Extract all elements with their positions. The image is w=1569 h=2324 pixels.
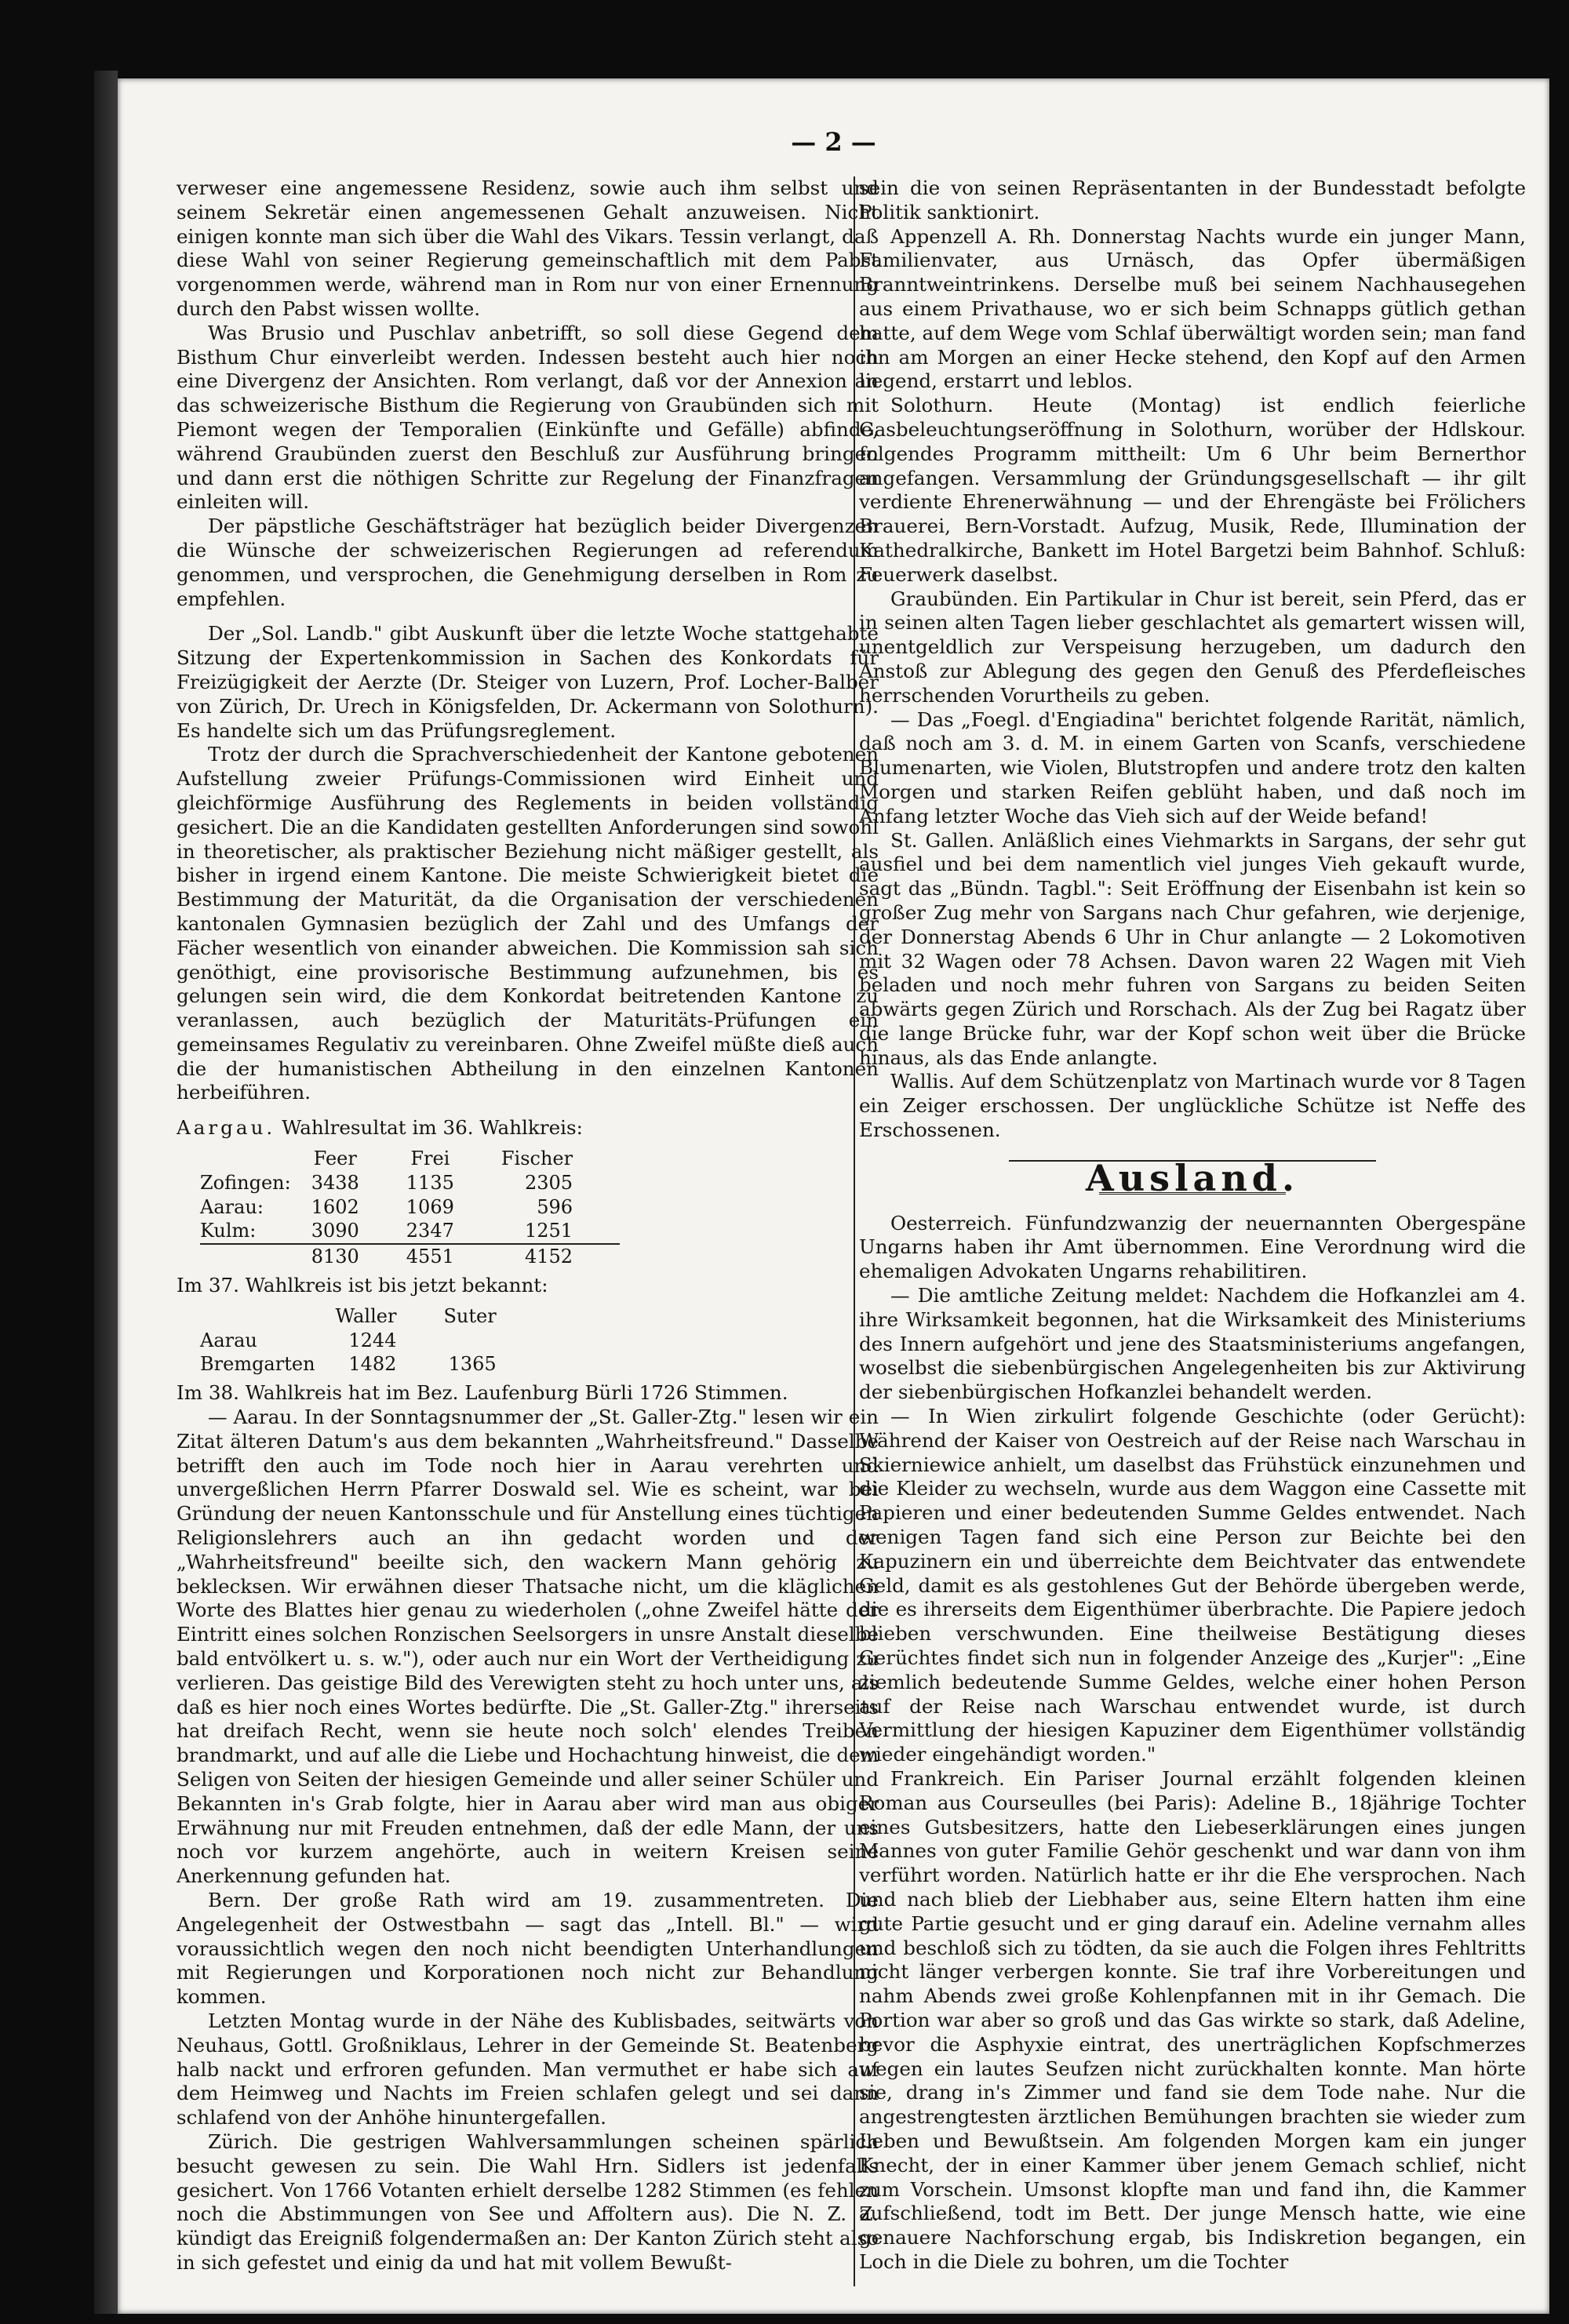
vote-count: 596 <box>537 1195 573 1218</box>
article-paragraph: Appenzell A. Rh. Donnerstag Nachts wurde ein junger Mann, Familienvater, aus Urnäsch, das Opfer übermäßigen Branntweintrinkens. Derselbe muß bei seinem Nachhausegehen aus einem Privathause, wo er sich beim Schnapps gütlich gethan hatte, auf dem Wege vom Schlaf überwältigt worden sein; man fand ihn am Morgen an einer Hecke stehend, den Kopf auf den Armen liegend, erstarrt und leblos. <box>859 224 1526 393</box>
left-articles <box>177 176 879 1105</box>
article-paragraph: Oesterreich. Fünfundzwanzig der neuernannten Obergespäne Ungarns haben ihr Amt übernommen. Eine Verordnung wird die ehemaligen Advokaten Ungarns rehabilitiren. <box>859 1211 1526 1283</box>
kreis38-note: Im 38. Wahlkreis hat im Bez. Laufenburg Bürli 1726 Stimmen. <box>177 1381 788 1405</box>
candidate-name: Frei <box>410 1147 450 1170</box>
section-title-ausland: Ausland. <box>1086 1156 1299 1199</box>
candidate-name: Suter <box>443 1304 497 1327</box>
vote-count: 1244 <box>348 1329 397 1351</box>
election-total-row <box>200 1244 620 1269</box>
vote-total: 4152 <box>501 1244 620 1269</box>
kreis37-intro: Im 37. Wahlkreis ist bis jetzt bekannt: <box>177 1274 548 1297</box>
vote-total: 8130 <box>311 1244 406 1269</box>
article-paragraph: sein die von seinen Repräsentanten in der Bundesstadt befolgte Politik sanktionirt. <box>859 176 1526 224</box>
candidate-name: Feer <box>313 1147 357 1170</box>
election-heading <box>177 1116 879 1140</box>
article-paragraph: — Das „Foegl. d'Engiadina" berichtet folgende Rarität, nämlich, daß noch am 3. d. M. in einem Garten von Scanfs, verschiedene Blumenarten, wie Violen, Blutstropfen und andere trotz den kalten Morgen und starken Reifen geblüht haben, und daß noch im Anfang letzter Woche das Vieh sich auf der Weide befand! <box>859 707 1526 827</box>
election-row <box>200 1171 620 1195</box>
article-paragraph: Frankreich. Ein Pariser Journal erzählt folgenden kleinen Roman aus Courseulles (bei Paris): Adeline B., 18jährige Tochter eines Gutsbesitzers, hatte den Liebeserklärungen eines jungen Mannes von guter Familie Gehör geschenkt und war dann von ihm verführt worden. Natürlich hatte er ihr die Ehe versprochen. Nach und nach blieb der Liebhaber aus, seine Eltern hatten ihm eine gute Partie gesucht und er ging darauf ein. Adeline vernahm alles und beschloß sich zu tödten, da sie auch die Folgen ihres Fehltritts nicht länger verbergen konnte. Sie traf ihre Vorbereitungen und nahm Abends zwei große Kohlenpfannen mit in ihr Gemach. Die Portion war aber so groß und das Gas wirkte so stark, daß Adeline, bevor die Asphyxie eintrat, des unerträglichen Kopfschmerzes wegen ein lautes Seufzen nicht zurückhalten konnte. Man hörte sie, drang in's Zimmer und fand sie dem Tode nahe. Nur die angestrengtesten ärztlichen Bemühungen brachten sie wieder zum Leben und Bewußtsein. Am folgenden Morgen kam ein junger Knecht, der in einer Kammer über jenem Gemach schlief, nicht zum Vorschein. Umsonst klopfte man und fand ihn, die Kammer aufschließend, todt im Bett. Der junge Mensch hatte, wie eine genauere Nachforschung ergab, bis Indiskretion begangen, ein Loch in die Diele zu bohren, um die Tochter <box>859 1767 1526 2273</box>
vote-count: 3438 <box>311 1171 359 1194</box>
election-row <box>200 1195 620 1220</box>
article-paragraph: Letzten Montag wurde in der Nähe des Kublisbades, seitwärts von Neuhaus, Gottl. Großniklaus, Lehrer in der Gemeinde St. Beatenberg halb nackt und erfroren gefunden. Man vermuthet er habe sich auf dem Heimweg und Nachts im Freien schlafen gelegt und sei dann schlafend von der Anhöhe hinuntergefallen. <box>177 2009 879 2129</box>
election-table-37 <box>200 1304 544 1377</box>
election-table-36 <box>200 1147 620 1269</box>
election-candidates-row <box>200 1147 620 1171</box>
right-articles-2 <box>859 1212 1526 2275</box>
vote-count: 2305 <box>525 1171 573 1194</box>
newspaper-page <box>118 78 1549 2314</box>
page-edge-shadow <box>94 71 118 2314</box>
page-number: — 2 — <box>791 127 876 157</box>
article-paragraph: Wallis. Auf dem Schützenplatz von Martinach wurde vor 8 Tagen ein Zeiger erschossen. Der unglückliche Schütze ist Neffe des Erschossenen. <box>859 1070 1526 1142</box>
article-paragraph: — In Wien zirkulirt folgende Geschichte (oder Gerücht): Während der Kaiser von Oestreich auf der Reise nach Warschau in Skierniewice anhielt, um daselbst das Frühstück einzunehmen und die Kleider zu wechseln, wurde aus dem Waggon eine Cassette mit Papieren und einer bedeutenden Summe Geldes entwendet. Nach wenigen Tagen fand sich eine Person zur Beichte bei den Kapuzinern ein und überreichte dem Beichtvater das entwendete Geld, damit es als gestohlenes Gut der Behörde übergeben werde, die es ihrerseits dem Eigenthümer überbrachte. Die Papiere jedoch blieben verschwunden. Eine theilweise Bestätigung dieses Gerüchtes findet sich nun in folgender Anzeige des „Kurjer": „Eine ziemlich bedeutende Summe Geldes, welche einer hohen Person auf der Reise nach Warschau entwendet wurde, ist durch Vermittlung der hiesigen Kapuziner dem Eigenthümer vollständig wieder eingehändigt worden." <box>859 1405 1526 1766</box>
vote-count: 1602 <box>311 1195 359 1218</box>
election-row <box>200 1329 544 1353</box>
district-name: Aarau <box>200 1329 257 1351</box>
election-candidates-row <box>200 1304 544 1329</box>
article-paragraph: Der „Sol. Landb." gibt Auskunft über die letzte Woche stattgehabte Sitzung der Expertenkommission in Sachen des Konkordats für Freizügigkeit der Aerzte (Dr. Steiger von Luzern, Prof. Locher-Balber von Zürich, Dr. Urech in Königsfelden, Dr. Ackermann von Solothurn). Es handelte sich um das Prüfungsreglement. <box>177 622 879 742</box>
article-paragraph: Trotz der durch die Sprachverschiedenheit der Kantone gebotenen Aufstellung zweier Prüfungs-Commissionen wird Einheit und gleichförmige Ausführung des Reglements in beiden vollständig gesichert. Die an die Kandidaten gestellten Anforderungen sind sowohl in theoretischer, als praktischer Beziehung nicht mäßiger gestellt, als bisher in irgend einem Kantone. Die meiste Schwierigkeit bietet die Bestimmung der Maturität, da die Organisation der verschiedenen kantonalen Gymnasien bezüglich der Zahl und des Umfangs der Fächer wesentlich von einander abweichen. Die Kommission sah sich genöthigt, eine provisorische Bestimmung aufzunehmen, bis es gelungen sein wird, die dem Konkordat beitretenden Kantone zu veranlassen, auch bezüglich der Maturitäts-Prüfungen ein gemeinsames Regulativ zu vereinbaren. Ohne Zweifel müßte dieß auch die der humanistischen Abtheilung in den einzelnen Kantonen herbeiführen. <box>177 743 879 1104</box>
election-row <box>200 1219 620 1244</box>
candidate-name: Waller <box>335 1304 397 1327</box>
vote-count: 1069 <box>406 1195 454 1218</box>
candidate-name: Fischer <box>501 1147 573 1170</box>
article-paragraph: Zürich. Die gestrigen Wahlversammlungen scheinen spärlich besucht gewesen zu sein. Die Wahl Hrn. Sidlers ist jedenfalls gesichert. Von 1766 Votanten erhielt derselbe 1282 Stimmen (es fehlen noch die Abstimmungen von See und Affoltern aus). Die N. Z. Z. kündigt das Ereigniß folgendermaßen an: Der Kanton Zürich steht also in sich gefestet und einig da und hat mit vollem Bewußt- <box>177 2129 879 2274</box>
vote-count: 1482 <box>348 1353 397 1376</box>
district-name: Bremgarten <box>200 1353 315 1376</box>
article-paragraph: St. Gallen. Anläßlich eines Viehmarkts in Sargans, der sehr gut ausfiel und bei dem namentlich viel junges Vieh gekauft wurde, sagt das „Bündn. Tagbl.": Seit Eröffnung der Eisenbahn ist kein so großer Zug mehr von Sargans nach Chur gefahren, wie derjenige, der Donnerstag Abends 6 Uhr in Chur anlangte — 2 Lokomotiven mit 32 Wagen oder 78 Achsen. Davon waren 22 Wagen mit Vieh beladen und noch mehr fuhren von Sargans zu beiden Seiten abwärts gegen Zürich und Rorschach. Als der Zug bei Ragatz über die lange Brücke fuhr, war der Kopf schon weit über die Brücke hinaus, als das Ende anlangte. <box>859 828 1526 1069</box>
article-paragraph: Bern. Der große Rath wird am 19. zusammentreten. Die Angelegenheit der Ostwestbahn — sagt das „Intell. Bl." — wird voraussichtlich wegen den noch nicht beendigten Unterhandlungen mit Regierungen und Korporationen noch nicht zur Behandlung kommen. <box>177 1888 879 2009</box>
vote-count: 1251 <box>525 1220 573 1242</box>
article-paragraph: Graubünden. Ein Partikular in Chur ist bereit, sein Pferd, das er in seinen alten Tagen lieber geschlachtet als gemartert wissen will, unentgeldlich zur Verspeisung herzugeben, um dadurch den Anstoß zur Ablegung des gegen den Genuß des Pferdefleisches herrschenden Vorurtheils zu geben. <box>859 587 1526 707</box>
right-column <box>859 176 1526 2294</box>
article-paragraph: Solothurn. Heute (Montag) ist endlich feierliche Gasbeleuchtungseröffnung in Solothurn, worüber der Hdlskour. folgendes Programm mittheilt: Um 6 Uhr beim Bernerthor angefangen. Versammlung der Gründungsgesellschaft — ihr gilt verdiente Ehrenerwähnung — und der Ehrengäste bei Frölichers Brauerei, Bern-Vorstadt. Aufzug, Musik, Rede, Illumination der Kathedralkirche, Bankett im Hotel Bargetzi beim Bahnhof. Schluß: Feuerwerk daselbst. <box>859 394 1526 586</box>
vote-count: 3090 <box>311 1220 359 1242</box>
vote-count: 1135 <box>406 1171 454 1194</box>
article-paragraph: Der päpstliche Geschäftsträger hat bezüglich beider Divergenzen die Wünsche der schweizerischen Regierungen ad referendum genommen, und versprochen, die Genehmigung derselben in Rom zu empfehlen. <box>177 515 879 610</box>
article-paragraph: — Aarau. In der Sonntagsnummer der „St. Galler-Ztg." lesen wir ein Zitat älteren Datum's aus dem bekannten „Wahrheitsfreund." Dasselbe betrifft den auch im Tode noch hier in Aarau verehrten und unvergeßlichen Herrn Pfarrer Doswald sel. Wie es scheint, war bei Gründung der neuen Kantonsschule und für Anstellung eines tüchtigen Religionslehrers auch an ihn gedacht worden und der „Wahrheitsfreund" beeilte sich, den wackern Mann gehörig zu beklecksen. Wir erwähnen dieser Thatsache nicht, um die kläglichen Worte des Blattes hier genau zu wiederholen („ohne Zweifel hätte der Eintritt eines solchen Ronzischen Seelsorgers in unsre Anstalt dieselbe bald entvölkert u. s. w."), oder auch nur ein Wort der Vertheidigung zu verlieren. Das geistige Bild des Verewigten steht zu hoch unter uns, als daß es hier noch eines Wortes bedürfte. Die „St. Galler-Ztg." ihrerseits hat dreifach Recht, wenn sie heute noch solch' elendes Treiben brandmarkt, und auf alle die Liebe und Hochachtung hinweist, die dem Seligen von Seiten der hiesigen Gemeinde und aller seiner Schüler und Bekannten in's Grab folgte, hier in Aarau aber wird man aus obiger Erwähnung nur mit Freuden entnehmen, daß der edle Mann, der uns noch vor kurzem angehörte, auch in weitern Kreisen seine Anerkennung gefunden hat. <box>177 1406 879 1888</box>
election-row <box>200 1352 544 1377</box>
district-name: Zofingen: <box>200 1171 291 1194</box>
district-name: Aarau: <box>200 1195 264 1218</box>
vote-count <box>443 1329 543 1353</box>
left-column <box>177 176 879 2294</box>
left-articles-2 <box>177 1406 879 2275</box>
vote-count: 2347 <box>406 1220 454 1242</box>
article-paragraph: — Die amtliche Zeitung meldet: Nachdem die Hofkanzlei am 4. ihre Wirksamkeit begonnen, hat die Wirksamkeit des Ministeriums des Innern aufgehört und jene des Staatsministeriums angefangen, woselbst die siebenbürgischen Angelegenheiten bis zur Aktivirung der siebenbürgischen Hofkanzlei behandelt werden. <box>859 1284 1526 1404</box>
district-name: Kulm: <box>200 1220 257 1242</box>
right-articles <box>859 176 1526 1143</box>
vote-total: 4551 <box>406 1244 501 1269</box>
vote-count: 1365 <box>448 1353 497 1376</box>
election-heading-text: Wahlresultat im 36. Wahlkreis: <box>282 1116 583 1140</box>
election-place: Aargau. <box>177 1116 276 1140</box>
article-paragraph: Was Brusio und Puschlav anbetrifft, so soll diese Gegend dem Bisthum Chur einverleibt werden. Indessen besteht auch hier noch eine Divergenz der Ansichten. Rom verlangt, daß vor der Annexion an das schweizerische Bisthum die Regierung von Graubünden sich mit Piemont wegen der Temporalien (Einkünfte und Gefälle) abfinde, während Graubünden zuerst den Beschluß zur Ausführung bringen und dann erst die nöthigen Schritte zur Regelung der Finanzfragen einleiten will. <box>177 321 879 514</box>
article-paragraph: verweser eine angemessene Residenz, sowie auch ihm selbst und seinem Sekretär einen angemessenen Gehalt anzuweisen. Nicht einigen konnte man sich über die Wahl des Vikars. Tessin verlangt, daß diese Wahl von seiner Regierung gemeinschaftlich mit dem Pabst vorgenommen werde, während man in Rom nur von einer Ernennung durch den Pabst wissen wollte. <box>177 176 879 320</box>
